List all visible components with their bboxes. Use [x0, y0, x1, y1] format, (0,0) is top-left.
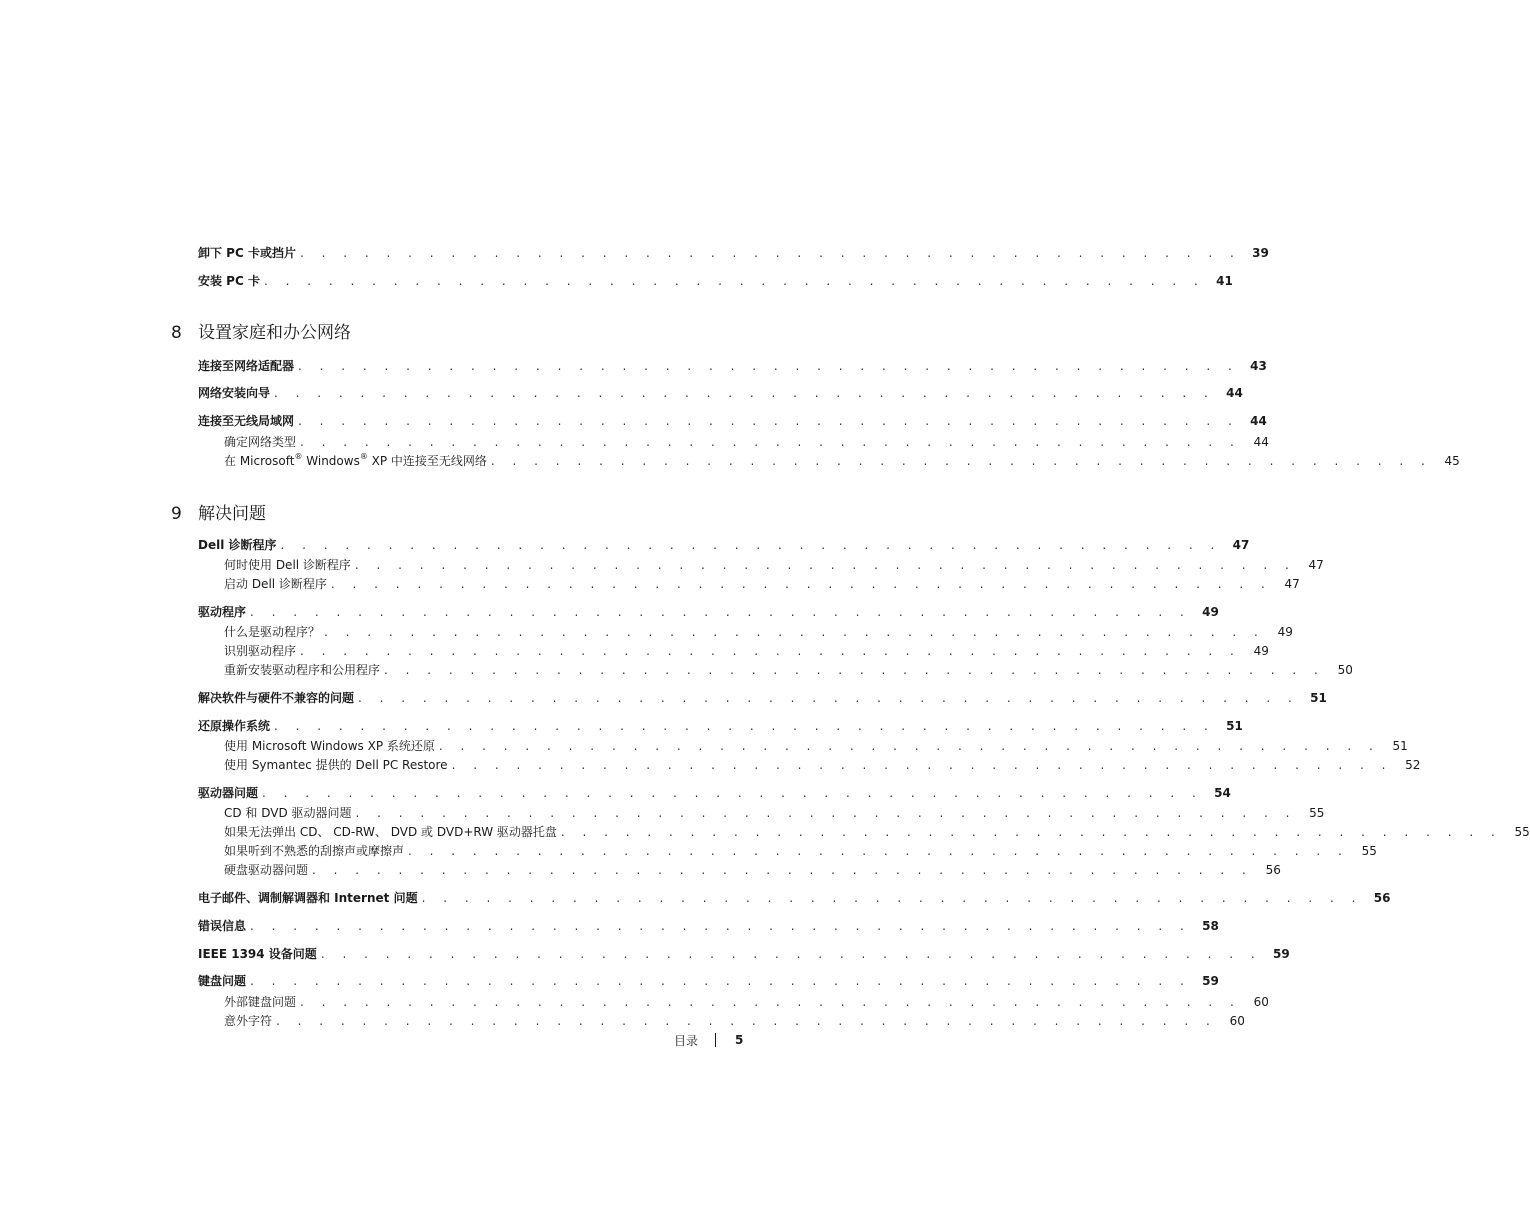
toc-entry-label: 识别驱动程序 — [224, 644, 297, 658]
toc-page-number: 55 — [1514, 825, 1530, 839]
toc-entry-label: 电子邮件、调制解调器和 Internet 问题 — [198, 891, 418, 905]
dot-leader: . . . . . . . . . . . . . . . . . . . . . . . . . . . . . . . . . . . . . . . . . . . . — [263, 274, 1205, 288]
toc-entry[interactable] — [198, 916, 1219, 934]
toc-page-number: 60 — [1229, 1014, 1245, 1028]
dot-leader: . . . . . . . . . . . . . . . . . . . . . . . . . . . . . . . . . . . . . . . . . . . . — [280, 538, 1222, 552]
dot-leader: . . . . . . . . . . . . . . . . . . . . . . . . . . . . . . . . . . . . . . . . . . . . — [451, 758, 1393, 772]
toc-page-number: 47 — [1232, 538, 1250, 552]
toc-entry-label: 驱动器问题 — [198, 786, 259, 800]
toc-entry[interactable] — [198, 602, 1219, 620]
toc-subentry[interactable] — [224, 451, 1460, 469]
dot-leader: . . . . . . . . . . . . . . . . . . . . . . . . . . . . . . . . . . . . . . . . . . . . — [354, 558, 1296, 572]
toc-page-number: 51 — [1226, 719, 1243, 733]
dot-leader: . . . . . . . . . . . . . . . . . . . . . . . . . . . . . . . . . . . . . . . . . . . . — [299, 246, 1241, 260]
toc-subentry[interactable] — [224, 992, 1269, 1010]
toc-entry[interactable] — [198, 716, 1243, 734]
toc-page-number: 55 — [1309, 806, 1325, 820]
toc-entry[interactable] — [198, 971, 1219, 989]
toc-entry[interactable] — [198, 535, 1250, 553]
toc-entry-label: 使用 Microsoft Windows XP 系统还原 — [224, 739, 435, 753]
dot-leader: . . . . . . . . . . . . . . . . . . . . . . . . . . . . . . . . . . . . . . . . . . . . — [312, 863, 1253, 877]
chapter-title: 解决问题 — [198, 504, 266, 524]
dot-leader: . . . . . . . . . . . . . . . . . . . . . . . . . . . . . . . . . . . . . . . . . . . . — [300, 995, 1241, 1009]
label-part: XP 中连接至无线网络 — [367, 454, 487, 468]
toc-entry-label: 启动 Dell 诊断程序 — [224, 577, 327, 591]
footer-section-title: 目录 — [674, 1033, 699, 1048]
page-footer — [674, 1030, 743, 1050]
toc-entry[interactable] — [198, 688, 1327, 706]
toc-entry-label: 连接至网络适配器 — [198, 359, 295, 373]
toc-page-number: 56 — [1373, 891, 1391, 905]
label-part: Windows — [302, 454, 360, 468]
toc-subentry[interactable] — [224, 803, 1325, 821]
toc-page-number: 45 — [1444, 454, 1460, 468]
toc-page-number: 54 — [1214, 786, 1231, 800]
toc-entry[interactable] — [198, 783, 1231, 801]
toc-entry[interactable] — [198, 944, 1290, 962]
toc-subentry[interactable] — [224, 822, 1530, 840]
dot-leader: . . . . . . . . . . . . . . . . . . . . . . . . . . . . . . . . . . . . . . . . . . . . — [330, 577, 1272, 591]
toc-page-number: 44 — [1253, 435, 1269, 449]
toc-page-number: 47 — [1284, 577, 1300, 591]
toc-subentry[interactable] — [224, 736, 1408, 754]
toc-entry-label: 错误信息 — [198, 919, 247, 933]
toc-entry-label: 还原操作系统 — [198, 719, 271, 733]
toc-page-number: 49 — [1277, 625, 1293, 639]
toc-entry-label: CD 和 DVD 驱动器问题 — [224, 806, 352, 820]
dot-leader: . . . . . . . . . . . . . . . . . . . . . . . . . . . . . . . . . . . . . . . . . . . . — [490, 454, 1432, 468]
dot-leader: . . . . . . . . . . . . . . . . . . . . . . . . . . . . . . . . . . . . . . . . . . . . — [298, 359, 1239, 373]
chapter-heading[interactable] — [171, 503, 266, 525]
toc-page-number: 39 — [1252, 246, 1269, 260]
toc-entry-label: 连接至无线局域网 — [198, 414, 295, 428]
toc-subentry[interactable] — [224, 755, 1421, 773]
toc-subentry[interactable] — [224, 641, 1269, 659]
dot-leader: . . . . . . . . . . . . . . . . . . . . . . . . . . . . . . . . . . . . . . . . . . . . — [421, 891, 1363, 905]
dot-leader: . . . . . . . . . . . . . . . . . . . . . . . . . . . . . . . . . . . . . . . . . . . . — [250, 919, 1191, 933]
toc-entry-label: 使用 Symantec 提供的 Dell PC Restore — [224, 758, 448, 772]
toc-entry-label: 解决软件与硬件不兼容的问题 — [198, 691, 355, 705]
dot-leader: . . . . . . . . . . . . . . . . . . . . . . . . . . . . . . . . . . . . . . . . . . . . — [298, 414, 1239, 428]
dot-leader: . . . . . . . . . . . . . . . . . . . . . . . . . . . . . . . . . . . . . . . . . . . . — [408, 844, 1349, 858]
toc-page-number: 44 — [1226, 386, 1243, 400]
toc-subentry[interactable] — [224, 574, 1300, 592]
chapter-heading[interactable] — [171, 322, 351, 344]
toc-page-number: 52 — [1405, 758, 1421, 772]
dot-leader: . . . . . . . . . . . . . . . . . . . . . . . . . . . . . . . . . . . . . . . . . . . . — [274, 719, 1215, 733]
dot-leader: . . . . . . . . . . . . . . . . . . . . . . . . . . . . . . . . . . . . . . . . . . . . — [384, 663, 1325, 677]
footer-divider — [715, 1033, 716, 1047]
toc-entry-label: 外部键盘问题 — [224, 995, 297, 1009]
dot-leader: . . . . . . . . . . . . . . . . . . . . . . . . . . . . . . . . . . . . . . . . . . . . — [250, 974, 1191, 988]
toc-page-number: 47 — [1308, 558, 1324, 572]
toc-entry[interactable] — [198, 356, 1267, 374]
chapter-number: 8 — [171, 323, 182, 343]
dot-leader: . . . . . . . . . . . . . . . . . . . . . . . . . . . . . . . . . . . . . . . . . . . . — [320, 947, 1262, 961]
toc-entry-label: 硬盘驱动器问题 — [224, 863, 309, 877]
toc-entry[interactable] — [198, 271, 1233, 289]
toc-page-number: 56 — [1265, 863, 1281, 877]
toc-page-number: 59 — [1202, 974, 1219, 988]
toc-page-number: 50 — [1337, 663, 1353, 677]
toc-entry[interactable] — [198, 411, 1267, 429]
toc-subentry[interactable] — [224, 860, 1281, 878]
registered-mark: ® — [359, 452, 368, 461]
toc-entry-label: Dell 诊断程序 — [198, 538, 277, 552]
toc-entry-label: 重新安装驱动程序和公用程序 — [224, 663, 381, 677]
chapter-title: 设置家庭和办公网络 — [198, 323, 351, 343]
dot-leader: . . . . . . . . . . . . . . . . . . . . . . . . . . . . . . . . . . . . . . . . . . . . — [560, 825, 1502, 839]
dot-leader: . . . . . . . . . . . . . . . . . . . . . . . . . . . . . . . . . . . . . . . . . . . . — [324, 625, 1265, 639]
toc-entry[interactable] — [198, 243, 1269, 261]
label-part: 在 Microsoft — [224, 454, 295, 468]
dot-leader: . . . . . . . . . . . . . . . . . . . . . . . . . . . . . . . . . . . . . . . . . . . . — [274, 386, 1215, 400]
toc-subentry[interactable] — [224, 622, 1293, 640]
toc-subentry[interactable] — [224, 841, 1377, 859]
toc-entry-label: 确定网络类型 — [224, 435, 297, 449]
toc-page-number: 41 — [1216, 274, 1233, 288]
toc-entry-label: 卸下 PC 卡或挡片 — [198, 246, 296, 260]
dot-leader: . . . . . . . . . . . . . . . . . . . . . . . . . . . . . . . . . . . . . . . . . . . . — [276, 1014, 1217, 1028]
registered-mark: ® — [294, 452, 303, 461]
toc-entry-label: 什么是驱动程序？ — [224, 625, 321, 639]
toc-page-number: 49 — [1202, 605, 1219, 619]
toc-entry[interactable] — [198, 383, 1243, 401]
toc-page-number: 51 — [1310, 691, 1327, 705]
toc-entry-label: 意外字符 — [224, 1014, 273, 1028]
toc-entry-label: 如果无法弹出 CD、 CD-RW、 DVD 或 DVD+RW 驱动器托盘 — [224, 825, 557, 839]
toc-entry-label — [224, 453, 487, 469]
toc-page-number: 43 — [1250, 359, 1267, 373]
toc-entry-label: 如果听到不熟悉的刮擦声或摩擦声 — [224, 844, 405, 858]
chapter-number: 9 — [171, 504, 182, 524]
toc-page-number: 55 — [1361, 844, 1377, 858]
toc-page-number: 49 — [1253, 644, 1269, 658]
toc-subentry[interactable] — [224, 432, 1269, 450]
toc-entry[interactable] — [198, 888, 1391, 906]
toc-entry-label: 安装 PC 卡 — [198, 274, 260, 288]
toc-subentry[interactable] — [224, 660, 1353, 678]
toc-entry-label: 何时使用 Dell 诊断程序 — [224, 558, 351, 572]
toc-entry-label: IEEE 1394 设备问题 — [198, 947, 317, 961]
toc-page-number: 59 — [1272, 947, 1290, 961]
toc-entry-label: 网络安装向导 — [198, 386, 271, 400]
footer-page-number: 5 — [735, 1033, 744, 1047]
toc-page-number: 58 — [1202, 919, 1219, 933]
dot-leader: . . . . . . . . . . . . . . . . . . . . . . . . . . . . . . . . . . . . . . . . . . . . — [250, 605, 1191, 619]
toc-entry-label: 驱动程序 — [198, 605, 247, 619]
dot-leader: . . . . . . . . . . . . . . . . . . . . . . . . . . . . . . . . . . . . . . . . . . . . — [355, 806, 1297, 820]
dot-leader: . . . . . . . . . . . . . . . . . . . . . . . . . . . . . . . . . . . . . . . . . . . . — [262, 786, 1203, 800]
toc-subentry[interactable] — [224, 555, 1324, 573]
toc-subentry[interactable] — [224, 1011, 1245, 1029]
toc-page-number: 44 — [1250, 414, 1267, 428]
toc-page-number: 51 — [1392, 739, 1408, 753]
toc-entry-label: 键盘问题 — [198, 974, 247, 988]
toc-page-number: 60 — [1253, 995, 1269, 1009]
dot-leader: . . . . . . . . . . . . . . . . . . . . . . . . . . . . . . . . . . . . . . . . . . . . — [300, 644, 1241, 658]
dot-leader: . . . . . . . . . . . . . . . . . . . . . . . . . . . . . . . . . . . . . . . . . . . . — [300, 435, 1241, 449]
dot-leader: . . . . . . . . . . . . . . . . . . . . . . . . . . . . . . . . . . . . . . . . . . . . — [358, 691, 1299, 705]
dot-leader: . . . . . . . . . . . . . . . . . . . . . . . . . . . . . . . . . . . . . . . . . . . . — [438, 739, 1380, 753]
